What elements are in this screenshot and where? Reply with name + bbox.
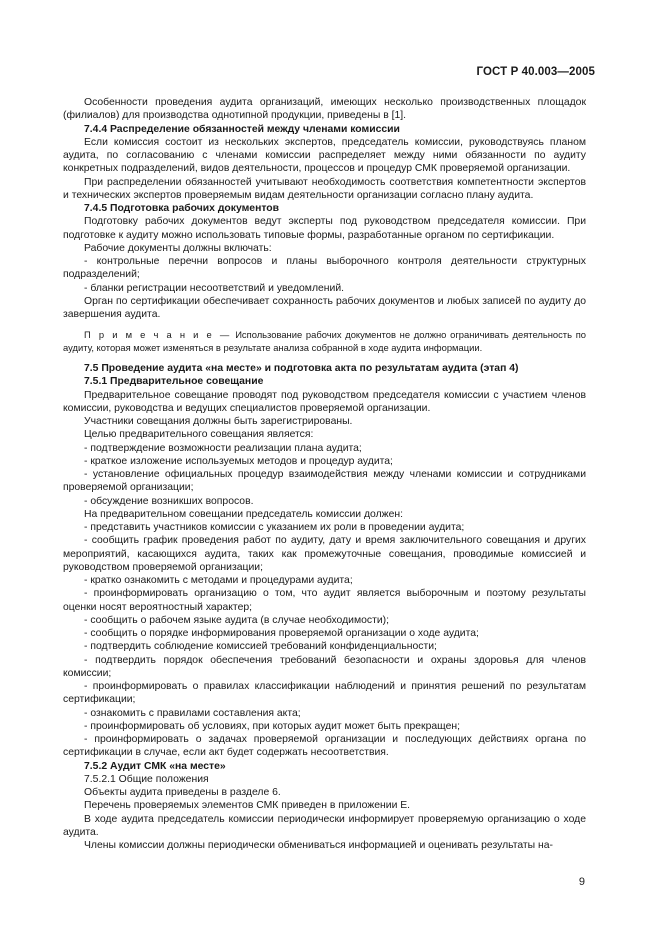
paragraph: - ознакомить с правилами составления акта; <box>84 707 301 719</box>
document-number: ГОСТ Р 40.003—2005 <box>476 66 595 78</box>
paragraph: - сообщить график проведения работ по аудиту, дату и время заключительного совещания и других мероприятий, касающихся аудита, таких как промежуточные совещания, проводимые комиссией и руководством проверяемой организации; <box>63 535 586 573</box>
paragraph: - обсуждение возникших вопросов. <box>84 495 254 507</box>
paragraph: - установление официальных процедур взаимодействия между членами комиссии и сотрудниками проверяемой организации; <box>63 469 586 494</box>
paragraph: Участники совещания должны быть зарегистрированы. <box>84 416 353 428</box>
paragraph: При распределении обязанностей учитывают необходимость соответствия компетентности экспертов и технических экспертов проверяемым видам деятельности организации согласно плану аудита. <box>63 176 586 201</box>
paragraph: - сообщить о порядке информирования проверяемой организации о ходе аудита; <box>84 628 479 640</box>
section-heading: 7.4.4 Распределение обязанностей между членами комиссии <box>84 123 400 135</box>
paragraph: Подготовку рабочих документов ведут эксперты под руководством председателя комиссии. При подготовке к аудиту можно использовать типовые формы, разработанные органом по сертификации. <box>63 216 586 241</box>
paragraph: В ходе аудита председатель комиссии периодически информирует проверяемую организацию о ходе аудита. <box>63 813 586 838</box>
section-heading: 7.5.2 Аудит СМК «на месте» <box>84 760 226 772</box>
paragraph: Целью предварительного совещания является: <box>84 429 314 441</box>
page-number: 9 <box>578 876 585 888</box>
paragraph: Объекты аудита приведены в разделе 6. <box>84 787 281 799</box>
paragraph: Если комиссия состоит из нескольких экспертов, председатель комиссии, руководствуясь планом аудита, по согласованию с членами комиссии распределяет между ними обязанности по аудиту конкретных подразделений, видов деятельности, процессов и процедур СМК проверяемой организации. <box>63 136 586 175</box>
paragraph: Особенности проведения аудита организаций, имеющих несколько производственных площадок (филиалов) для производства однотипной продукции, приведены в [1]. <box>63 97 586 122</box>
paragraph: - подтвердить порядок обеспечения требований безопасности и охраны здоровья для членов комиссии; <box>63 654 586 679</box>
note-label: П р и м е ч а н и е — <box>84 329 232 341</box>
paragraph: Рабочие документы должны включать: <box>84 242 272 254</box>
paragraph: - проинформировать организацию о том, что аудит является выборочным и поэтому результаты оценки носят вероятностный характер; <box>63 588 586 613</box>
section-heading: 7.4.5 Подготовка рабочих документов <box>84 203 280 214</box>
paragraph: - кратко ознакомить с методами и процедурами аудита; <box>84 575 353 587</box>
paragraph: - проинформировать о правилах классификации наблюдений и принятия решений по результатам сертификации; <box>63 681 586 706</box>
paragraph: - подтверждение возможности реализации плана аудита; <box>84 442 362 454</box>
paragraph: - проинформировать об условиях, при которых аудит может быть прекращен; <box>84 720 460 732</box>
paragraph: - представить участников комиссии с указанием их роли в проведении аудита; <box>84 522 465 534</box>
paragraph: Предварительное совещание проводят под руководством председателя комиссии с участием членов комиссии, руководства и ведущих специалистов проверяемой организации. <box>63 389 586 414</box>
page-content <box>63 96 586 852</box>
paragraph: Перечень проверяемых элементов СМК приведен в приложении Е. <box>84 800 411 812</box>
paragraph: - бланки регистрации несоответствий и уведомлений. <box>84 282 345 294</box>
paragraph: - проинформировать о задачах проверяемой организации и последующих действиях органа по сертификации в случае, если акт будет содержать несоответствия. <box>63 734 586 759</box>
paragraph: Орган по сертификации обеспечивает сохранность рабочих документов и любых записей по аудиту до завершения аудита. <box>63 295 586 320</box>
paragraph: Члены комиссии должны периодически обмениваться информацией и оценивать результаты на- <box>84 840 554 852</box>
paragraph: - контрольные перечни вопросов и планы выборочного контроля деятельности структурных подразделений; <box>63 256 586 281</box>
note <box>63 329 586 354</box>
paragraph: - сообщить о рабочем языке аудита (в случае необходимости); <box>84 614 390 626</box>
section-heading: 7.5 Проведение аудита «на месте» и подготовка акта по результатам аудита (этап 4) <box>84 363 519 375</box>
paragraph: - подтвердить соблюдение комиссией требований конфиденциальности; <box>84 641 437 653</box>
note-text: Использование рабочих документов не должно ограничивать деятельность по аудиту, которая может изменяться в результате анализа собранной в ходе аудита информации. <box>63 329 586 353</box>
paragraph: На предварительном совещании председатель комиссии должен: <box>84 508 404 520</box>
section-heading: 7.5.1 Предварительное совещание <box>84 376 264 388</box>
paragraph: - краткое изложение используемых методов и процедур аудита; <box>84 455 393 467</box>
paragraph: 7.5.2.1 Общие положения <box>84 773 209 785</box>
